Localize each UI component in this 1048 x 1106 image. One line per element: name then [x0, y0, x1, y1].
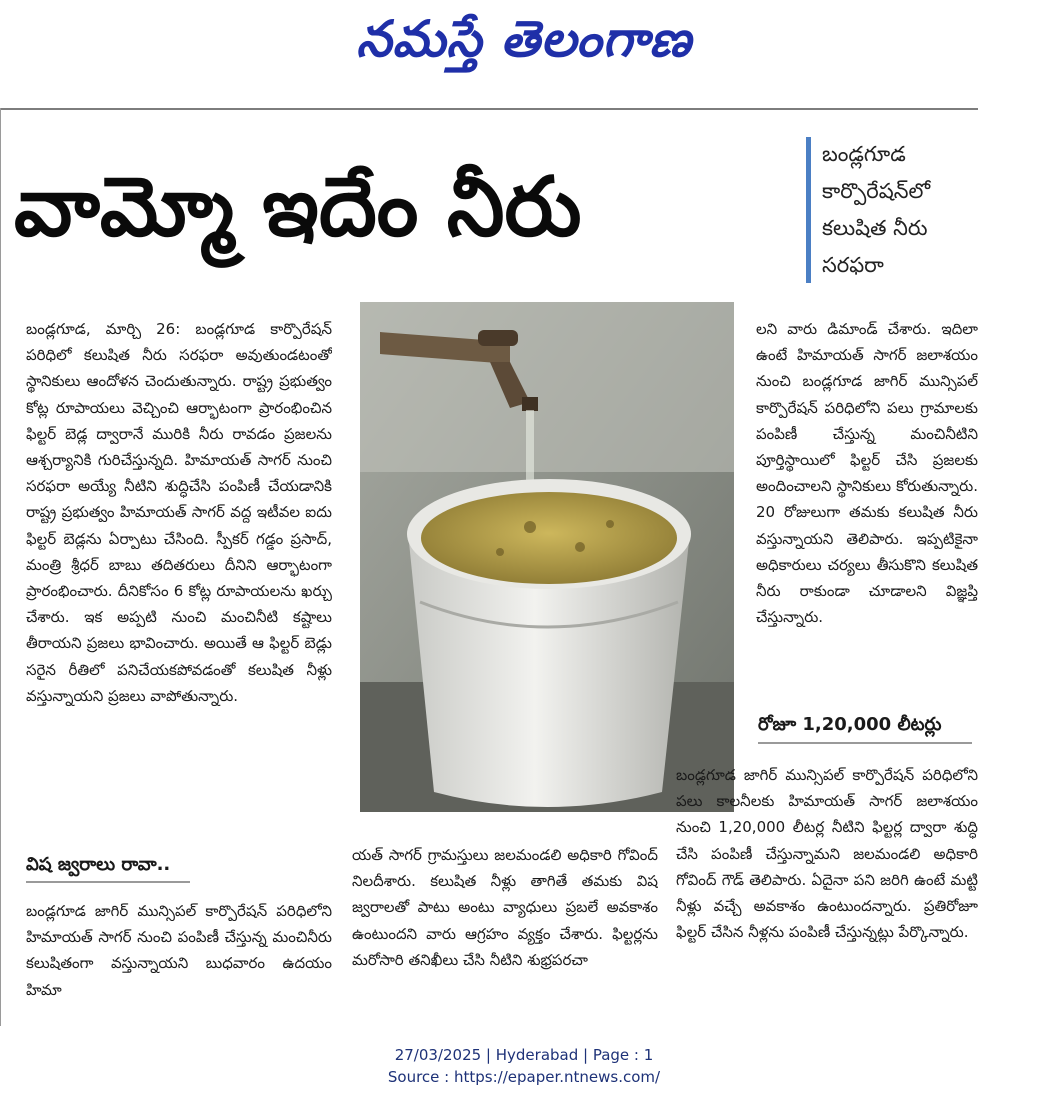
- article-body-column-3-continued: బండ్లగూడ జాగిర్ మున్సిపల్ కార్పొరేషన్ పరిధిలోని పలు కాలనీలకు హిమాయత్ సాగర్ జలాశయం నుంచి 1,20,000 లీటర్ల నీటిని ఫిల్టర్ల ద్వారా శుద్ధి చేసి పంపిణీ చేస్తున్నామని జలమండలి అధికారి గోవింద్ గౌడ్ తెలిపారు. ఏదైనా పని జరిగి ఉంటే మట్టి నీళ్లు వచ్చే అవకాశం ఉంటుందన్నారు. ప్రతిరోజూ ఫిల్టర్ చేసిన నీళ్లను పంపిణీ చేస్తున్నట్లు పేర్కొన్నారు.: [676, 766, 978, 942]
- photo-illustration: [360, 302, 734, 812]
- left-column-border: [0, 108, 1, 1026]
- article-body-column-3: లని వారు డిమాండ్ చేశారు. ఇదిలా ఉంటే హిమాయత్ సాగర్ జలాశయం నుంచి బండ్లగూడ జాగిర్ మున్సిపల్ కార్పొరేషన్ పరిధిలోని పలు గ్రామాలకు పంపిణీ చేస్తున్న మంచినీటిని పూర్తిస్థాయిలో ఫిల్టర్ చేసి ప్రజలకు అందించాలని స్థానికులు కోరుతున్నారు. 20 రోజులుగా తమకు కలుషిత నీరు వస్తున్నాయని తెలిపారు. ఇప్పటికైనా అధికారులు చర్యలు తీసుకొని కలుషిత నీరు రాకుండా చూడాలని విజ్ఞప్తి చేస్తున్నారు.: [756, 320, 978, 627]
- subheading-underline: [26, 881, 190, 883]
- news-photo-bucket-tap: [360, 302, 734, 812]
- masthead-divider: [0, 108, 978, 110]
- newspaper-masthead: నమస్తే తెలంగాణ: [356, 9, 692, 68]
- article-kicker: బండ్లగూడ కార్పొరేషన్‌లో కలుషిత నీరు సరఫరా: [822, 142, 931, 277]
- subheading-litres: రోజూ 1,20,000 లీటర్లు: [758, 714, 942, 735]
- footer-source-link[interactable]: Source : https://epaper.ntnews.com/: [387, 1068, 661, 1086]
- subheading-underline: [758, 742, 972, 744]
- article-body-column-1-continued: బండ్లగూడ జాగిర్ మున్సిపల్ కార్పొరేషన్ పరిధిలోని హిమాయత్ సాగర్ నుంచి పంపిణీ చేస్తున్న మంచినీరు కలుషితంగా వస్తున్నాయని బుధవారం ఉదయం హిమా: [26, 902, 332, 999]
- subheading-fever: విష జ్వరాలు రావా..: [26, 854, 171, 875]
- kicker-accent-bar: [806, 137, 811, 283]
- article-body-column-2: యత్ సాగర్ గ్రామస్తులు జలమండలి అధికారి గోవింద్ నిలదీశారు. కలుషిత నీళ్లు తాగితే తమకు విష జ్వరాలతో పాటు అంటు వ్యాధులు ప్రబలే అవకాశం ఉంటుందని వారు ఆగ్రహం వ్యక్తం చేశారు. ఫిల్టర్లను మరోసారి తనిఖీలు చేసి నీటిని శుభ్రపరచా: [352, 846, 658, 969]
- article-headline: వామ్మో ఇదేం నీరు: [14, 160, 582, 255]
- footer-date-line: 27/03/2025 | Hyderabad | Page : 1: [394, 1046, 654, 1064]
- article-body-column-1: బండ్లగూడ, మార్చి 26: బండ్లగూడ కార్పొరేషన్ పరిధిలో కలుషిత నీరు సరఫరా అవుతుండటంతో స్థానికులు ఆందోళన చెందుతున్నారు. రాష్ట్ర ప్రభుత్వం కోట్ల రూపాయలు వెచ్చించి ఆర్భాటంగా ప్రారంభించిన ఫిల్టర్ బెడ్ల ద్వారానే మురికి నీరు రావడం ప్రజలను ఆశ్చర్యానికి గురిచేస్తున్నది. హిమాయత్ సాగర్ నుంచి సరఫరా అయ్యే నీటిని శుద్ధిచేసి పంపిణీ చేయడానికి రాష్ట్ర ప్రభుత్వం హిమాయత్ సాగర్ వద్ద ఇటీవల ఐదు ఫిల్టర్ బెడ్లను ఏర్పాటు చేసింది. స్పీకర్ గడ్డం ప్రసాద్, మంత్రి శ్రీధర్ బాబు తదితరులు దీనిని ఆర్భాటంగా ప్రారంభించారు. దీనికోసం 6 కోట్ల రూపాయలను ఖర్చు చేశారు. ఇక అప్పటి నుంచి మంచినీటి కష్టాలు తీరాయని ప్రజలు భావించారు. అయితే ఆ ఫిల్టర్ బెడ్లు సరైన రీతిలో పనిచేయకపోవడంతో కలుషిత నీళ్లు వస్తున్నాయని ప్రజలు వాపోతున్నారు.: [26, 320, 332, 705]
